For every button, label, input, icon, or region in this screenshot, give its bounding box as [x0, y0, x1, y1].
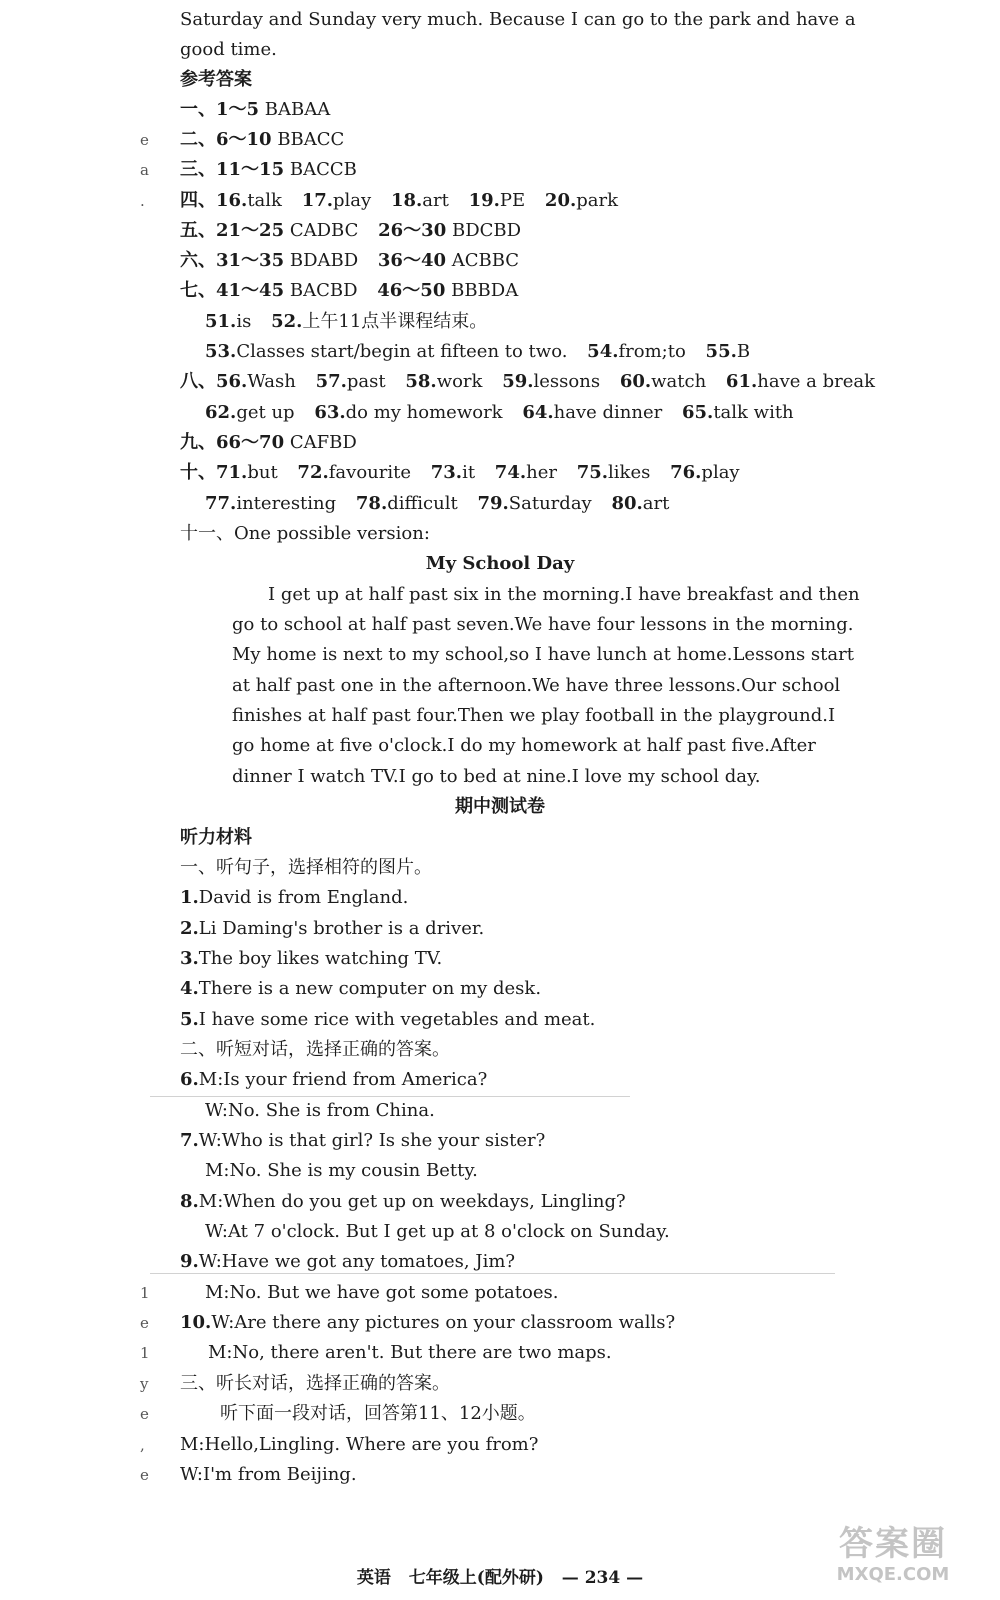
dialogue-line: 6.M:Is your friend from America?	[180, 1069, 488, 1090]
section-intro: 听下面一段对话，回答第11、12小题。	[220, 1403, 536, 1424]
section-title: 三、听长对话，选择正确的答案。	[180, 1373, 450, 1394]
dialogue-line: 8.M:When do you get up on weekdays, Lingling?	[180, 1191, 626, 1212]
margin-mark: 1	[140, 1284, 150, 1302]
answer-row: 六、31～35 BDABD 36～40 ACBBC	[180, 250, 520, 271]
answer-row: 53.Classes start/begin at fifteen to two. 54.from;to 55.B	[205, 341, 751, 362]
answers-heading: 参考答案	[180, 69, 252, 90]
list-item: 1.David is from England.	[180, 887, 409, 908]
dialogue-line: 10.W:Are there any pictures on your classroom walls?	[180, 1312, 676, 1333]
margin-mark: y	[140, 1375, 149, 1393]
section-title: 二、听短对话，选择正确的答案。	[180, 1039, 450, 1060]
margin-mark: e	[140, 1314, 149, 1332]
answer-row: 四、16.talk 17.play 18.art 19.PE 20.park	[180, 190, 619, 211]
answer-row: 九、66～70 CAFBD	[180, 432, 357, 453]
list-item: 3.The boy likes watching TV.	[180, 948, 443, 969]
listening-heading: 听力材料	[180, 827, 252, 848]
dialogue-line: M:No. She is my cousin Betty.	[205, 1160, 478, 1181]
dialogue-line: M:No. But we have got some potatoes.	[205, 1282, 559, 1303]
answer-row: 二、6～10 BBACC	[180, 129, 345, 150]
essay-line: at half past one in the afternoon.We have three lessons.Our school	[232, 675, 841, 696]
margin-mark: e	[140, 131, 149, 149]
essay-line: finishes at half past four.Then we play football in the playground.I	[232, 705, 836, 726]
essay-title: My School Day	[425, 553, 575, 574]
list-item: 5.I have some rice with vegetables and meat.	[180, 1009, 596, 1030]
dialogue-line: M:Hello,Lingling. Where are you from?	[180, 1434, 539, 1455]
list-item: 4.There is a new computer on my desk.	[180, 978, 542, 999]
answer-row: 十、71.but 72.favourite 73.it 74.her 75.likes 76.play	[180, 462, 740, 483]
answer-row: 八、56.Wash 57.past 58.work 59.lessons 60.watch 61.have a break	[180, 371, 875, 392]
margin-mark: 1	[140, 1344, 150, 1362]
margin-mark: a	[140, 161, 149, 179]
watermark-text: 答案圈	[839, 1524, 947, 1564]
answer-row: 51.is 52.上午11点半课程结束。	[205, 311, 488, 332]
answer-row: 五、21～25 CADBC 26～30 BDCBD	[180, 220, 522, 241]
dialogue-line: W:I'm from Beijing.	[180, 1464, 357, 1485]
essay-line: My home is next to my school,so I have lunch at home.Lessons start	[232, 644, 854, 665]
dialogue-line: M:No, there aren't. But there are two maps.	[208, 1342, 612, 1363]
dialogue-line: 7.W:Who is that girl? Is she your sister?	[180, 1130, 546, 1151]
essay-line: go to school at half past seven.We have four lessons in the morning.	[232, 614, 854, 635]
dialogue-line: W:No. She is from China.	[205, 1100, 435, 1121]
margin-mark: .	[140, 192, 145, 210]
dialogue-line: 9.W:Have we got any tomatoes, Jim?	[180, 1251, 516, 1272]
margin-mark: e	[140, 1466, 149, 1484]
page-number: — 234 —	[561, 1568, 644, 1588]
text-line: Saturday and Sunday very much. Because I can go to the park and have a	[180, 9, 856, 30]
watermark-url: MXQE.COM	[836, 1564, 950, 1585]
essay-line: go home at five o'clock.I do my homework at half past five.After	[232, 735, 816, 756]
essay-line: I get up at half past six in the morning.I have breakfast and then	[268, 584, 860, 605]
list-item: 2.Li Daming's brother is a driver.	[180, 918, 485, 939]
dialogue-line: W:At 7 o'clock. But I get up at 8 o'clock on Sunday.	[205, 1221, 670, 1242]
answer-row: 七、41～45 BACBD 46～50 BBBDA	[180, 280, 519, 301]
answer-row: 62.get up 63.do my homework 64.have dinner 65.talk with	[205, 402, 794, 423]
section-title: 一、听句子，选择相符的图片。	[180, 857, 432, 878]
text-line: good time.	[180, 39, 277, 60]
midterm-title: 期中测试卷	[455, 796, 545, 817]
footer-subject: 英语	[356, 1568, 391, 1588]
margin-mark: ,	[140, 1436, 145, 1454]
divider	[150, 1096, 630, 1097]
divider	[150, 1273, 835, 1274]
answer-row: 三、11～15 BACCB	[180, 159, 357, 180]
essay-line: dinner I watch TV.I go to bed at nine.I love my school day.	[232, 766, 761, 787]
watermark-logo	[808, 1524, 978, 1592]
answer-row: 77.interesting 78.difficult 79.Saturday 80.art	[205, 493, 670, 514]
answer-row: 一、1～5 BABAA	[180, 99, 331, 120]
footer-grade: 七年级上(配外研)	[408, 1568, 544, 1588]
answer-row: 十一、One possible version:	[180, 523, 430, 544]
margin-mark: e	[140, 1405, 149, 1423]
